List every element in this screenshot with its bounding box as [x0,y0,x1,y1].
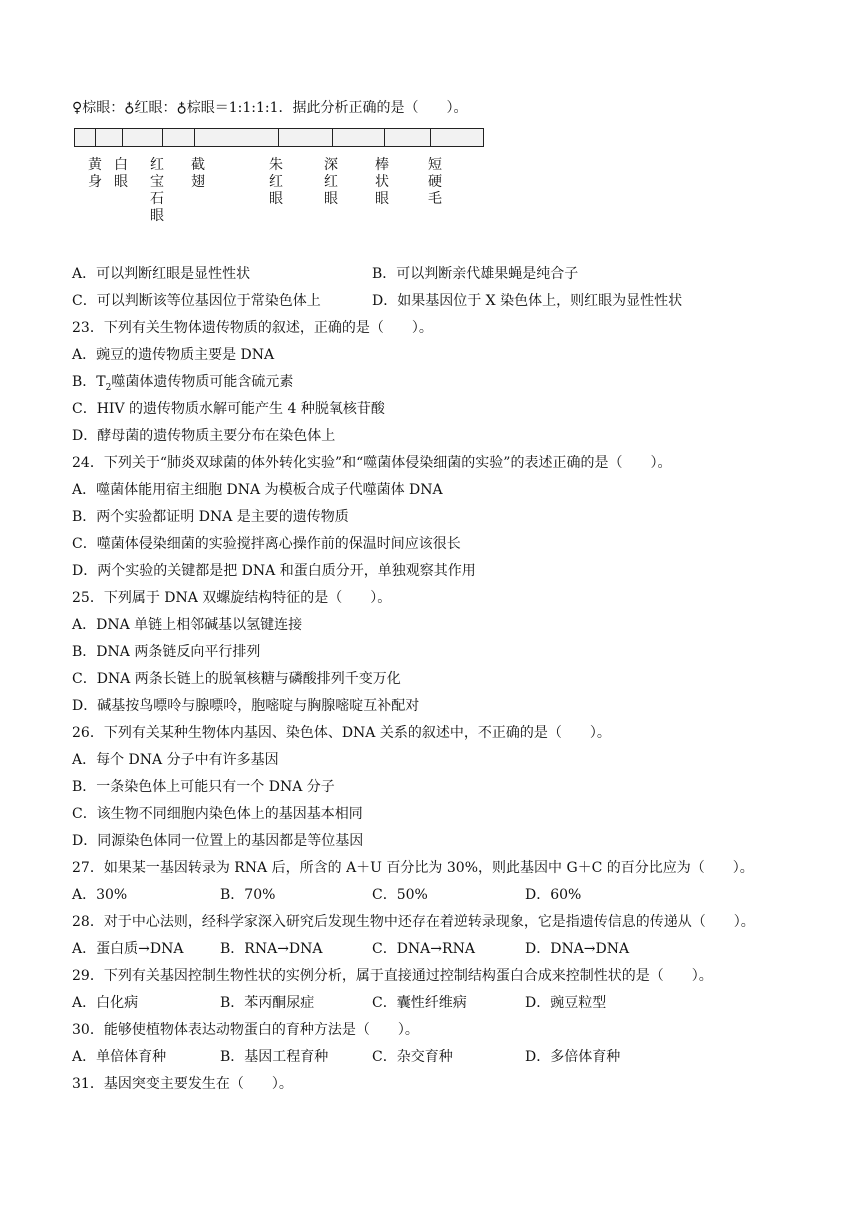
q25-option-d: D．碱基按鸟嘌呤与腺嘌呤，胞嘧啶与胸腺嘧啶互补配对 [72,698,420,714]
chromosome-diagram [74,128,484,147]
q23-option-a: A．豌豆的遗传物质主要是 DNA [72,347,275,363]
q27-option-a: A．30% [72,887,128,903]
chromosome-band [279,129,333,146]
q26-option-c: C．该生物不同细胞内染色体上的基因基本相同 [72,806,363,822]
q27-stem: 27．如果某一基因转录为 RNA 后，所含的 A＋U 百分比为 30%，则此基因中 G＋C 的百分比应为（ ）。 [72,860,754,876]
q29-option-a: A．白化病 [72,995,139,1011]
gene-label-bar-eye: 棒状眼 [375,157,389,207]
q28-option-a: A．蛋白质→DNA [72,941,184,957]
q25-option-c: C．DNA 两条长链上的脱氧核糖与磷酸排列千变万化 [72,671,401,687]
q30-option-a: A．单倍体育种 [72,1049,167,1065]
q27-option-c: C．50% [372,887,428,903]
q25-option-b: B．DNA 两条链反向平行排列 [72,644,261,660]
q29-stem: 29．下列有关基因控制生物性状的实例分析，属于直接通过控制结构蛋白合成来控制性状的是（ ）。 [72,968,713,984]
q26-option-a: A．每个 DNA 分子中有许多基因 [72,752,279,768]
q28-option-d: D．DNA→DNA [525,941,630,957]
q29-option-c: C．囊性纤维病 [372,995,467,1011]
q24-option-b: B．两个实验都证明 DNA 是主要的遗传物质 [72,509,349,525]
q30-option-b: B．基因工程育种 [220,1049,329,1065]
q22-option-c: C．可以判断该等位基因位于常染色体上 [72,293,321,309]
chromosome-band [163,129,195,146]
q26-option-d: D．同源染色体同一位置上的基因都是等位基因 [72,833,364,849]
chromosome-band [96,129,123,146]
q27-option-d: D．60% [525,887,582,903]
q22-option-b: B．可以判断亲代雄果蝇是纯合子 [372,266,579,282]
q23-option-d: D．酵母菌的遗传物质主要分布在染色体上 [72,428,336,444]
q23-stem: 23．下列有关生物体遗传物质的叙述，正确的是（ ）。 [72,320,433,336]
q29-option-d: D．豌豆粒型 [525,995,607,1011]
gene-label-vermilion-eye: 朱红眼 [269,157,283,207]
gene-label-ruby-eye: 红宝石眼 [150,157,164,224]
chromosome-band [333,129,385,146]
q23-option-b [72,373,293,397]
q31-stem: 31．基因突变主要发生在（ ）。 [72,1076,293,1092]
q24-option-c: C．噬菌体侵染细菌的实验搅拌离心操作前的保温时间应该很长 [72,536,461,552]
q29-option-b: B．苯丙酮尿症 [220,995,315,1011]
q28-option-b: B．RNA→DNA [220,941,323,957]
gene-label-cut-wing: 截翅 [191,157,205,190]
chromosome-band [385,129,431,146]
q30-option-d: D．多倍体育种 [525,1049,621,1065]
gene-label-white-eye: 白眼 [114,157,128,190]
gene-label-yellow-body: 黄身 [88,157,102,190]
question-22-intro: ♀棕眼：♁红眼：♁棕眼＝1:1:1:1．据此分析正确的是（ ）。 [72,100,468,116]
q30-option-c: C．杂交育种 [372,1049,453,1065]
chromosome-band [195,129,279,146]
q23-option-b-text: 噬菌体遗传物质可能含硫元素 [111,374,294,390]
q22-option-d: D．如果基因位于 X 染色体上，则红眼为显性性状 [372,293,683,309]
gene-label-carmine-eye: 深红眼 [324,157,338,207]
q23-option-c: C．HIV 的遗传物质水解可能产生 4 种脱氧核苷酸 [72,401,385,417]
chromosome-band [123,129,163,146]
q24-option-a: A．噬菌体能用宿主细胞 DNA 为模板合成子代噬菌体 DNA [72,482,443,498]
q23-option-b-subscript: 2 [105,382,112,393]
gene-label-short-bristle: 短硬毛 [428,157,442,207]
q28-option-c: C．DNA→RNA [372,941,475,957]
q26-option-b: B．一条染色体上可能只有一个 DNA 分子 [72,779,335,795]
q27-option-b: B．70% [220,887,276,903]
q25-stem: 25．下列属于 DNA 双螺旋结构特征的是（ ）。 [72,590,392,606]
q30-stem: 30．能够使植物体表达动物蛋白的育种方法是（ ）。 [72,1022,419,1038]
q24-option-d: D．两个实验的关键都是把 DNA 和蛋白质分开，单独观察其作用 [72,563,476,579]
q22-option-a: A．可以判断红眼是显性性状 [72,266,251,282]
q23-option-b-prefix: B．T [72,374,106,390]
q24-stem: 24．下列关于“肺炎双球菌的体外转化实验”和“噬菌体侵染细菌的实验”的表述正确的是（ ）。 [72,455,672,471]
chromosome-band [75,129,96,146]
q25-option-a: A．DNA 单链上相邻碱基以氢键连接 [72,617,303,633]
q28-stem: 28．对于中心法则，经科学家深入研究后发现生物中还存在着逆转录现象，它是指遗传信息的传递从（ ）。 [72,914,755,930]
q26-stem: 26．下列有关某种生物体内基因、染色体、DNA 关系的叙述中，不正确的是（ ）。 [72,725,611,741]
